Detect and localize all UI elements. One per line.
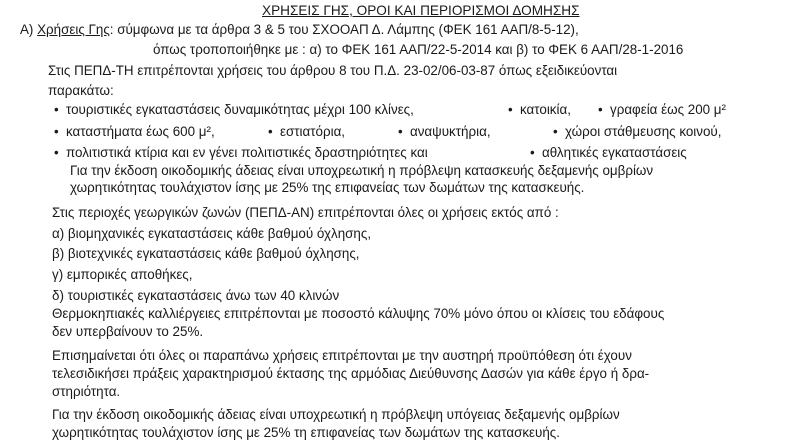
paragraph-4-line3: στηριότητα. xyxy=(52,384,121,399)
bullet-icon: • xyxy=(508,102,513,117)
bullet-icon: • xyxy=(530,145,535,160)
section-a-prefix: Α) xyxy=(20,22,34,37)
exception-item: α) βιομηχανικές εγκαταστάσεις κάθε βαθμού όχλησης, xyxy=(52,226,372,241)
list-item: • αναψυκτήρια, xyxy=(398,124,491,139)
paragraph-2-line1: Στις περιοχές γεωργικών ζωνών (ΠΕΠΔ-ΑΝ) επιτρέπονται όλες οι χρήσεις εκτός από : xyxy=(52,205,559,220)
list-item: • κατοικία, xyxy=(508,102,571,117)
bullet-icon: • xyxy=(598,102,603,117)
section-a-line1 xyxy=(20,22,579,38)
list-item: • τουριστικές εγκαταστάσεις δυναμικότητας μέχρι 100 κλίνες, xyxy=(54,102,414,117)
exception-item: δ) τουριστικές εγκαταστάσεις άνω των 40 κλινών xyxy=(52,288,340,303)
exception-item: β) βιοτεχνικές εγκαταστάσεις κάθε βαθμού όχλησης, xyxy=(52,246,360,261)
paragraph-5-line2: χωρητικότητας τουλάχιστον ίσης με 25% τη επιφανείας των δωμάτων της κατασκευής. xyxy=(52,425,560,440)
bullet-icon: • xyxy=(54,145,59,160)
list-item: • καταστήματα έως 600 μ², xyxy=(54,124,215,139)
page-title: ΧΡΗΣΕΙΣ ΓΗΣ, ΟΡΟΙ ΚΑΙ ΠΕΡΙΟΡΙΣΜΟΙ ΔΟΜΗΣΗΣ xyxy=(262,3,580,18)
list-item: • γραφεία έως 200 μ² xyxy=(598,102,726,117)
list-item: • εστιατόρια, xyxy=(268,124,346,139)
paragraph-3-line1: Θερμοκηπιακές καλλιέργειες επιτρέπονται με ποσοστό κάλυψης 70% μόνο όπου οι κλίσεις του εδάφους xyxy=(52,306,665,321)
section-a-heading: Χρήσεις Γης xyxy=(37,22,110,37)
bullet-icon: • xyxy=(54,124,59,139)
paragraph-1-line2: χωρητικότητας τουλάχιστον ίσης με 25% της επιφανείας των δωμάτων της κατασκευής. xyxy=(70,180,585,195)
paragraph-5-line1: Για την έκδοση οικοδομικής άδειας είναι υποχρεωτική η πρόβλεψη υπόγειας δεξαμενής ομβρίων xyxy=(52,407,620,422)
bullet-icon: • xyxy=(553,124,558,139)
list-item: • πολιτιστικά κτίρια και εν γένει πολιτιστικές δραστηριότητες και xyxy=(54,145,428,160)
paragraph-1-line1: Για την έκδοση οικοδομικής άδειας είναι υποχρεωτική η πρόβλεψη κατασκευής δεξαμενής ομβρίων xyxy=(70,163,654,178)
list-item: • αθλητικές εγκαταστάσεις xyxy=(530,145,687,160)
section-a-line3: Στις ΠΕΠΔ-ΤΗ επιτρέπονται χρήσεις του άρθρου 8 του Π.Δ. 23-02/06-03-87 όπως εξειδικεύονται xyxy=(48,63,618,78)
paragraph-3-line2: δεν υπερβαίνουν το 25%. xyxy=(52,324,204,339)
exception-item: γ) εμπορικές αποθήκες, xyxy=(52,267,193,282)
bullet-icon: • xyxy=(54,102,59,117)
section-a-line2: όπως τροποποιήθηκε με : α) το ΦΕΚ 161 ΑΑΠ/22-5-2014 και β) το ΦΕΚ 6 ΑΑΠ/28-1-2016 xyxy=(153,42,684,57)
paragraph-4-line1: Επισημαίνεται ότι όλες οι παραπάνω χρήσεις επιτρέπονται με την αυστηρή προϋπόθεση ότι έχουν xyxy=(52,348,632,363)
paragraph-4-line2: τελεσιδικήσει πράξεις χαρακτηρισμού έκτασης της αρμόδιας Διεύθυνσης Δασών για κάθε έργο ή δρα- xyxy=(52,366,650,381)
section-a-line4: παρακάτω: xyxy=(48,83,114,98)
bullet-icon: • xyxy=(268,124,273,139)
list-item: • χώροι στάθμευσης κοινού, xyxy=(553,124,722,139)
section-a-line1-rest: : σύμφωνα με τα άρθρα 3 & 5 του ΣΧΟΟΑΠ Δ. Λάμπης (ΦΕΚ 161 ΑΑΠ/8-5-12), xyxy=(109,22,579,37)
bullet-icon: • xyxy=(398,124,403,139)
